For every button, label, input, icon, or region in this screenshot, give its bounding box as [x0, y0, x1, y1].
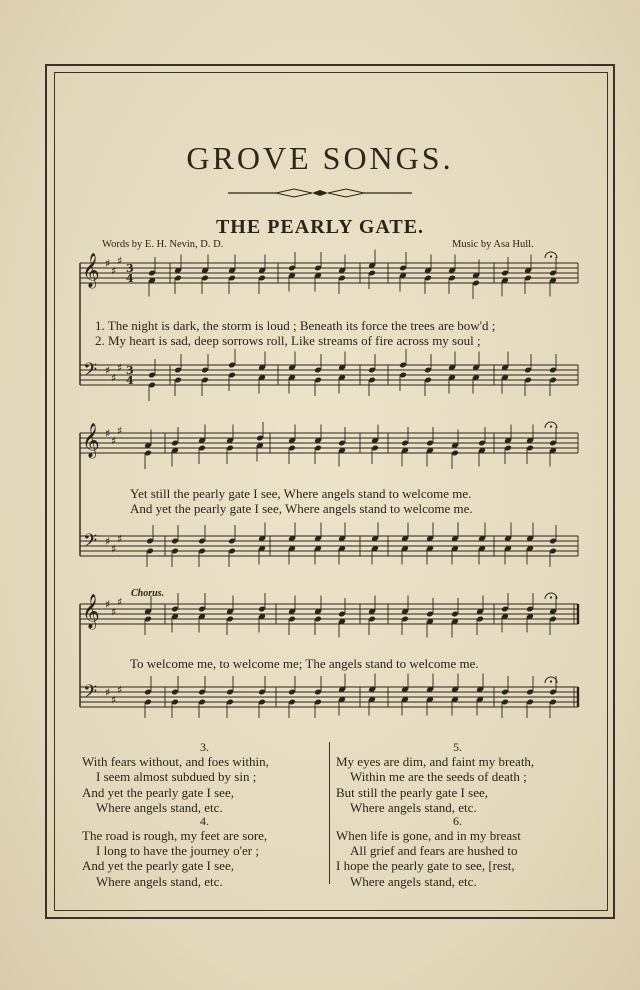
- verse-6-number: 6.: [453, 814, 462, 828]
- verse-5-line: Where angels stand, etc.: [350, 800, 477, 815]
- lyric-line-3-chorus: To welcome me, to welcome me; The angels stand to welcome me.: [130, 656, 479, 671]
- key-signature-sharp-icon: ♯: [111, 434, 117, 448]
- key-signature-sharp-icon: ♯: [117, 361, 123, 375]
- fermata-dot: [550, 596, 552, 598]
- key-signature-sharp-icon: ♯: [117, 683, 123, 697]
- verse-6-line: I hope the pearly gate to see, [rest,: [336, 858, 515, 873]
- fermata-dot: [550, 425, 552, 427]
- key-signature-sharp-icon: ♯: [111, 542, 117, 556]
- bass-clef-icon: 𝄢: [83, 360, 98, 385]
- key-signature-sharp-icon: ♯: [105, 364, 111, 377]
- fermata-dot: [550, 255, 552, 257]
- bass-clef-icon: 𝄢: [83, 682, 98, 707]
- key-signature-sharp-icon: ♯: [111, 693, 117, 707]
- treble-clef-icon: 𝄞: [82, 423, 100, 458]
- verse-4-line: Where angels stand, etc.: [96, 874, 223, 889]
- key-signature-sharp-icon: ♯: [105, 427, 111, 440]
- key-signature-sharp-icon: ♯: [105, 257, 111, 270]
- lyric-line-1-verse-1: 1. The night is dark, the storm is loud ; Beneath its force the trees are bow'd ;: [95, 318, 496, 333]
- music-credit: Music by Asa Hull.: [452, 239, 534, 250]
- verses-divider: [329, 742, 330, 884]
- lyric-line-2-verse-1: Yet still the pearly gate I see, Where angels stand to welcome me.: [130, 486, 472, 501]
- fermata-dot: [550, 680, 552, 682]
- words-credit: Words by E. H. Nevin, D. D.: [102, 239, 224, 250]
- treble-clef-icon: 𝄞: [82, 253, 100, 288]
- key-signature-sharp-icon: ♯: [117, 532, 123, 546]
- verse-6-line: Where angels stand, etc.: [350, 874, 477, 889]
- verse-3-line: I seem almost subdued by sin ;: [96, 769, 257, 784]
- verse-5-line: Within me are the seeds of death ;: [350, 769, 527, 784]
- lyric-line-2-verse-2: And yet the pearly gate I see, Where angels stand to welcome me.: [130, 501, 473, 516]
- key-signature-sharp-icon: ♯: [105, 535, 111, 548]
- verse-4-number: 4.: [200, 814, 209, 828]
- key-signature-sharp-icon: ♯: [111, 605, 117, 619]
- bass-clef-icon: 𝄢: [83, 531, 98, 556]
- verse-5-line: My eyes are dim, and faint my breath,: [336, 754, 535, 769]
- key-signature-sharp-icon: ♯: [117, 424, 123, 438]
- key-signature-sharp-icon: ♯: [117, 254, 123, 268]
- key-signature-sharp-icon: ♯: [117, 595, 123, 609]
- lyric-line-1-verse-2: 2. My heart is sad, deep sorrows roll, Like streams of fire across my soul ;: [95, 333, 481, 348]
- verse-3-line: And yet the pearly gate I see,: [82, 785, 234, 800]
- key-signature-sharp-icon: ♯: [105, 686, 111, 699]
- chorus-label: Chorus.: [131, 588, 165, 599]
- verse-5-number: 5.: [453, 740, 462, 754]
- treble-clef-icon: 𝄞: [82, 594, 100, 629]
- time-signature-bottom: 4: [126, 272, 134, 285]
- verse-6-line: All grief and fears are hushed to: [350, 843, 518, 858]
- verse-6-line: When life is gone, and in my breast: [336, 828, 521, 843]
- verse-4-line: I long to have the journey o'er ;: [96, 843, 259, 858]
- time-signature-top: 3: [126, 262, 134, 275]
- verse-3-number: 3.: [200, 740, 209, 754]
- verse-3-line: With fears without, and foes within,: [82, 754, 269, 769]
- key-signature-sharp-icon: ♯: [105, 598, 111, 611]
- verse-4-line: And yet the pearly gate I see,: [82, 858, 234, 873]
- time-signature-bottom: 4: [126, 374, 134, 387]
- time-signature-top: 3: [126, 364, 134, 377]
- song-title: THE PEARLY GATE.: [215, 216, 425, 238]
- verse-4-line: The road is rough, my feet are sore,: [82, 828, 268, 843]
- page-header-title: GROVE SONGS.: [186, 140, 454, 176]
- verse-3-line: Where angels stand, etc.: [96, 800, 223, 815]
- verse-5-line: But still the pearly gate I see,: [336, 785, 488, 800]
- key-signature-sharp-icon: ♯: [111, 371, 117, 385]
- key-signature-sharp-icon: ♯: [111, 264, 117, 278]
